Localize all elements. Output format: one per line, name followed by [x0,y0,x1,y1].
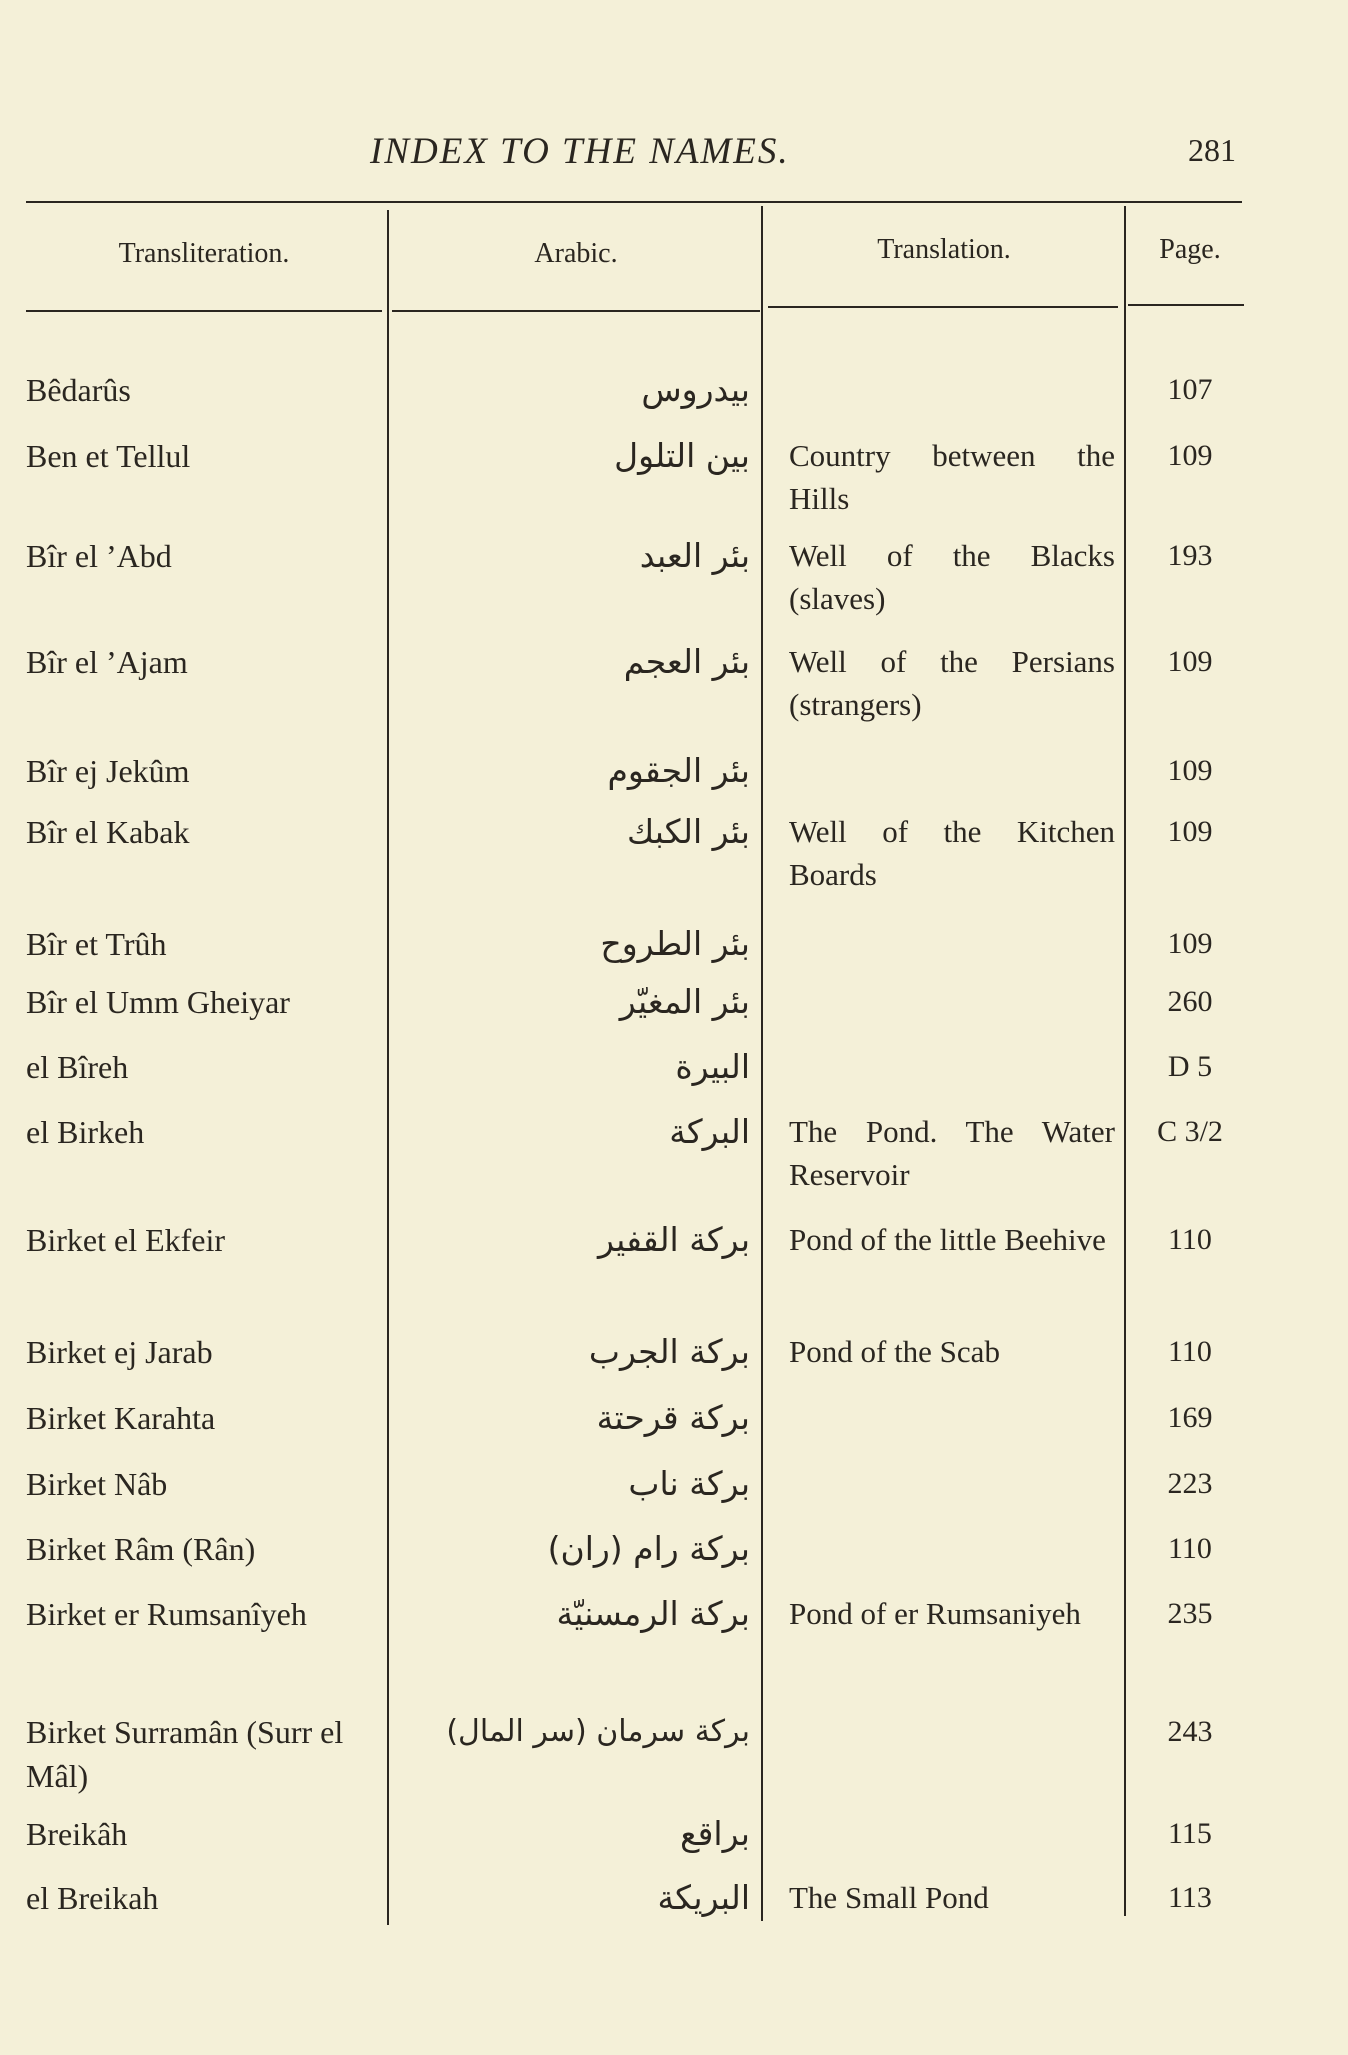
running-title: INDEX TO THE NAMES. [370,131,790,172]
transliteration-cell: Bîr el ’Abd [26,538,172,574]
page-cell: 109 [1167,815,1213,848]
arabic-cell: بئر الكبك [626,812,750,851]
running-head [0,130,1348,180]
page-cell: 110 [1168,1223,1212,1256]
arabic-cell: بيدروس [641,370,750,409]
column-header-transliteration: Transliteration. [118,238,290,269]
arabic-cell: بئر العجم [623,642,750,681]
page-cell: 113 [1168,1881,1212,1914]
table-top-rule [26,201,1242,203]
transliteration-cell: Breikâh [26,1816,128,1852]
page-number: 281 [1188,132,1236,168]
transliteration-cell: Bîr et Trûh [26,926,167,962]
page-cell: 110 [1168,1532,1212,1565]
page-cell: D 5 [1167,1050,1213,1083]
translation-cell: Pond of the Scab [789,1334,1000,1369]
page-cell: 243 [1167,1715,1213,1748]
arabic-cell: بين التلول [614,436,750,475]
translation-cell: Well of the Blacks (slaves) [789,538,1115,616]
page-cell: 109 [1167,754,1213,787]
header-bottom-rule [1128,304,1244,306]
transliteration-cell: Bîr el Umm Gheiyar [26,984,290,1020]
transliteration-cell: Birket Râm (Rân) [26,1531,256,1567]
arabic-cell: البركة [669,1112,750,1151]
transliteration-cell: el Breikah [26,1880,159,1916]
transliteration-cell: Ben et Tellul [26,438,191,474]
arabic-cell: بئر المغيّر [619,982,750,1021]
transliteration-cell: Bîr el Kabak [26,814,190,850]
transliteration-cell: Birket ej Jarab [26,1334,213,1370]
arabic-cell: بركة الرمسنيّة [556,1594,750,1633]
arabic-cell: براقع [680,1814,750,1853]
transliteration-cell: Birket el Ekfeir [26,1222,226,1258]
arabic-cell: بركة سرمان (سر المال) [446,1714,750,1749]
column-divider [761,206,763,1921]
column-header-page: Page. [1159,234,1221,265]
header-bottom-rule [768,306,1118,308]
page-cell: 109 [1167,439,1213,472]
transliteration-cell: Birket Nâb [26,1466,168,1502]
page-cell: 193 [1167,539,1213,572]
arabic-cell: بركة الجرب [588,1332,750,1371]
arabic-cell: بركة ناب [628,1464,750,1503]
transliteration-cell: Birket Surramân (Surr el Mâl) [26,1714,344,1794]
column-divider [387,210,389,1925]
column-divider [1124,206,1126,1916]
arabic-cell: بئر الطروح [600,924,750,963]
transliteration-cell: Birket er Rumsanîyeh [26,1596,307,1632]
page-cell: 109 [1167,927,1213,960]
arabic-cell: بئر العبد [639,536,750,575]
page-cell: C 3/2 [1157,1115,1223,1148]
arabic-cell: بئر الجقوم [607,751,750,790]
header-bottom-rule [26,310,382,312]
arabic-cell: بركة رام (ران) [547,1529,750,1568]
page-cell: 169 [1167,1401,1213,1434]
transliteration-cell: Bîr el ’Ajam [26,644,188,680]
translation-cell: The Pond. The Water Reservoir [789,1114,1115,1192]
page-cell: 223 [1167,1467,1213,1500]
page-cell: 260 [1167,985,1213,1018]
translation-cell: Well of the Kitchen Boards [789,814,1115,892]
column-header-arabic: Arabic. [534,238,618,269]
translation-cell: Pond of er Rumsaniyeh [789,1596,1081,1631]
transliteration-cell: Birket Karahta [26,1400,216,1436]
column-header-translation: Translation. [877,234,1011,265]
translation-cell: The Small Pond [789,1880,989,1915]
page-cell: 107 [1167,373,1213,406]
arabic-cell: بركة القفير [597,1220,750,1259]
arabic-cell: البيرة [675,1047,750,1086]
transliteration-cell: Bîr ej Jekûm [26,753,190,789]
translation-cell: Well of the Persians (strangers) [789,644,1115,722]
arabic-cell: بركة قرحتة [596,1398,750,1437]
transliteration-cell: el Bîreh [26,1049,129,1085]
page-cell: 115 [1168,1817,1212,1850]
page-cell: 110 [1168,1335,1212,1368]
transliteration-cell: Bêdarûs [26,372,131,408]
header-bottom-rule [392,310,760,312]
page-cell: 235 [1167,1597,1213,1630]
translation-cell: Pond of the little Beehive [789,1222,1106,1257]
transliteration-cell: el Birkeh [26,1114,145,1150]
translation-cell: Country between the Hills [789,438,1115,516]
arabic-cell: البريكة [657,1878,750,1917]
page-cell: 109 [1167,645,1213,678]
